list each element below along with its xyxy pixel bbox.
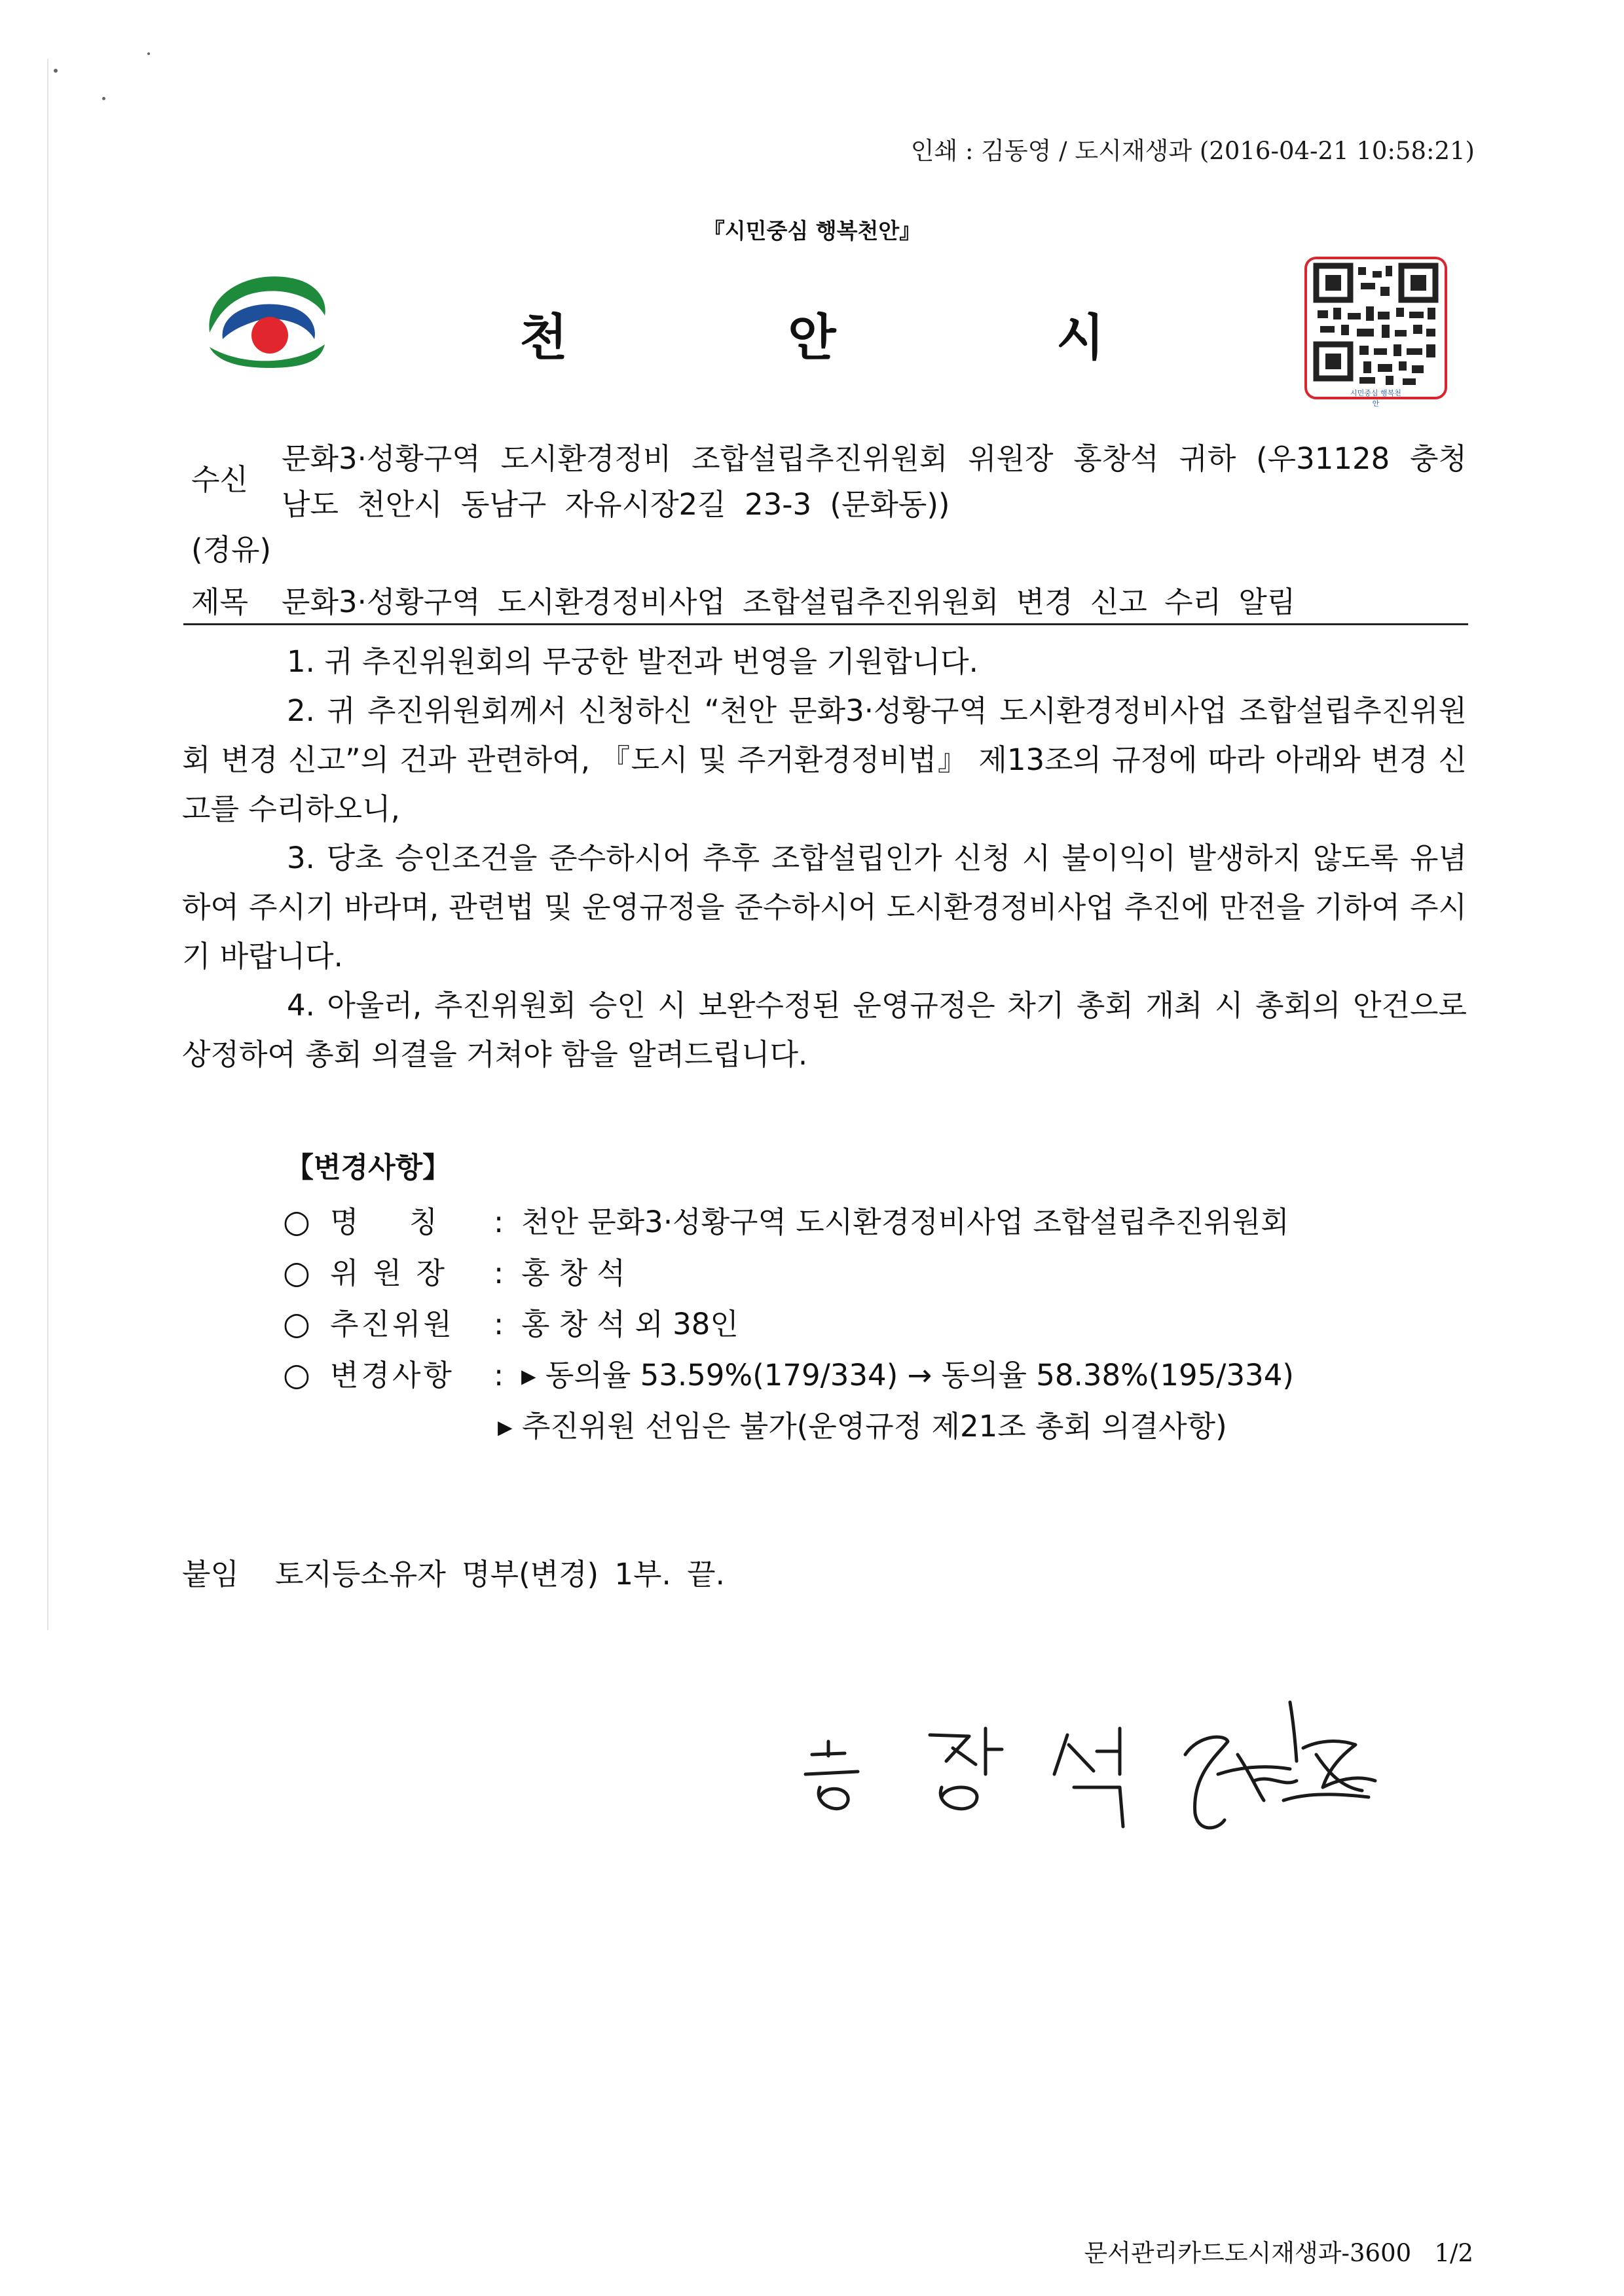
attachment-text: 토지등소유자 명부(변경) 1부. 끝. xyxy=(275,1557,725,1592)
qr-code-graphic xyxy=(1304,257,1447,399)
change-extra-note: ▸ 추진위원 선임은 불가(운영규정 제21조 총회 의결사항) xyxy=(498,1409,1227,1444)
change-label: 명 칭 xyxy=(330,1205,441,1239)
body-paragraph: 3. 당초 승인조건을 준수하시어 추후 조합설립인가 신청 시 불이익이 발생하지 않도록 유념하여 주시기 바라며, 관련법 및 운영규정을 준수하시어 도시환경정비사업 추진에 만전을 기하여 주시기 바랍니다. xyxy=(182,841,1467,974)
scan-speck xyxy=(147,52,150,55)
change-label: 위 원 장 xyxy=(330,1256,448,1290)
body-paragraph: 1. 귀 추진위원회의 무궁한 발전과 번영을 기원합니다. xyxy=(287,644,978,679)
via-label: (경유) xyxy=(191,532,272,567)
footer-doc-number: 문서관리카드도시재생과-3600 1/2 xyxy=(1084,2239,1473,2267)
change-item-members xyxy=(283,1300,739,1343)
circle-bullet-icon: ○ xyxy=(283,1305,310,1342)
print-info: 인쇄 : 김동영 / 도시재생과 (2016-04-21 10:58:21) xyxy=(910,137,1475,165)
recipient-text: 문화3·성황구역 도시환경정비 조합설립추진위원회 위원장 홍창석 귀하 (우31128 충청남도 천안시 동남구 자유시장2길 23-3 (문화동)) xyxy=(282,441,1467,522)
subject-divider xyxy=(183,623,1468,625)
change-value: ▸ 동의율 53.59%(179/334) → 동의율 58.38%(195/334) xyxy=(521,1358,1294,1393)
circle-bullet-icon: ○ xyxy=(283,1357,310,1393)
change-label: 변경사항 xyxy=(330,1358,454,1393)
circle-bullet-icon: ○ xyxy=(283,1203,310,1240)
scan-edge-line xyxy=(47,59,48,1630)
body-paragraph: 4. 아울러, 추진위원회 승인 시 보완수정된 운영규정은 차기 총회 개최 시 총회의 안건으로 상정하여 총회 의결을 거쳐야 함을 알려드립니다. xyxy=(182,988,1467,1072)
subject-text: 문화3·성황구역 도시환경정비사업 조합설립추진위원회 변경 신고 수리 알림 xyxy=(282,585,1296,619)
recipient-label: 수신 xyxy=(191,462,248,497)
attachment-label: 붙임 xyxy=(182,1557,239,1592)
handwritten-signature xyxy=(766,1676,1388,1859)
org-title: 천 안 시 xyxy=(519,308,1206,367)
slogan: 『시민중심 행복천안』 xyxy=(703,218,921,244)
qr-code xyxy=(1304,257,1447,408)
change-separator: : xyxy=(494,1358,504,1393)
change-label: 추진위원 xyxy=(330,1307,454,1341)
change-value: 천안 문화3·성황구역 도시환경정비사업 조합설립추진위원회 xyxy=(521,1205,1289,1239)
change-value: 홍 창 석 외 38인 xyxy=(521,1307,739,1341)
qr-caption: 시민중심 행복천안 xyxy=(1350,389,1401,408)
change-item-changes xyxy=(283,1351,1294,1394)
changes-heading: 【변경사항】 xyxy=(286,1152,451,1184)
body-paragraph: 2. 귀 추진위원회께서 신청하신 “천안 문화3·성황구역 도시환경정비사업 조합설립추진위원회 변경 신고”의 건과 관련하여, 『도시 및 주거환경정비법』 제13조의 규정에 따라 아래와 변경 신고를 수리하오니, xyxy=(182,693,1467,826)
body-text xyxy=(182,637,1467,1079)
subject-label: 제목 xyxy=(191,585,248,619)
change-item-name xyxy=(283,1198,1289,1241)
scan-speck xyxy=(54,69,58,73)
circle-bullet-icon: ○ xyxy=(283,1254,310,1291)
change-item-chairman xyxy=(283,1249,625,1292)
change-value: 홍 창 석 xyxy=(521,1256,626,1290)
change-separator: : xyxy=(494,1205,504,1239)
scan-speck xyxy=(102,97,105,100)
change-separator: : xyxy=(494,1256,504,1290)
change-separator: : xyxy=(494,1307,504,1341)
